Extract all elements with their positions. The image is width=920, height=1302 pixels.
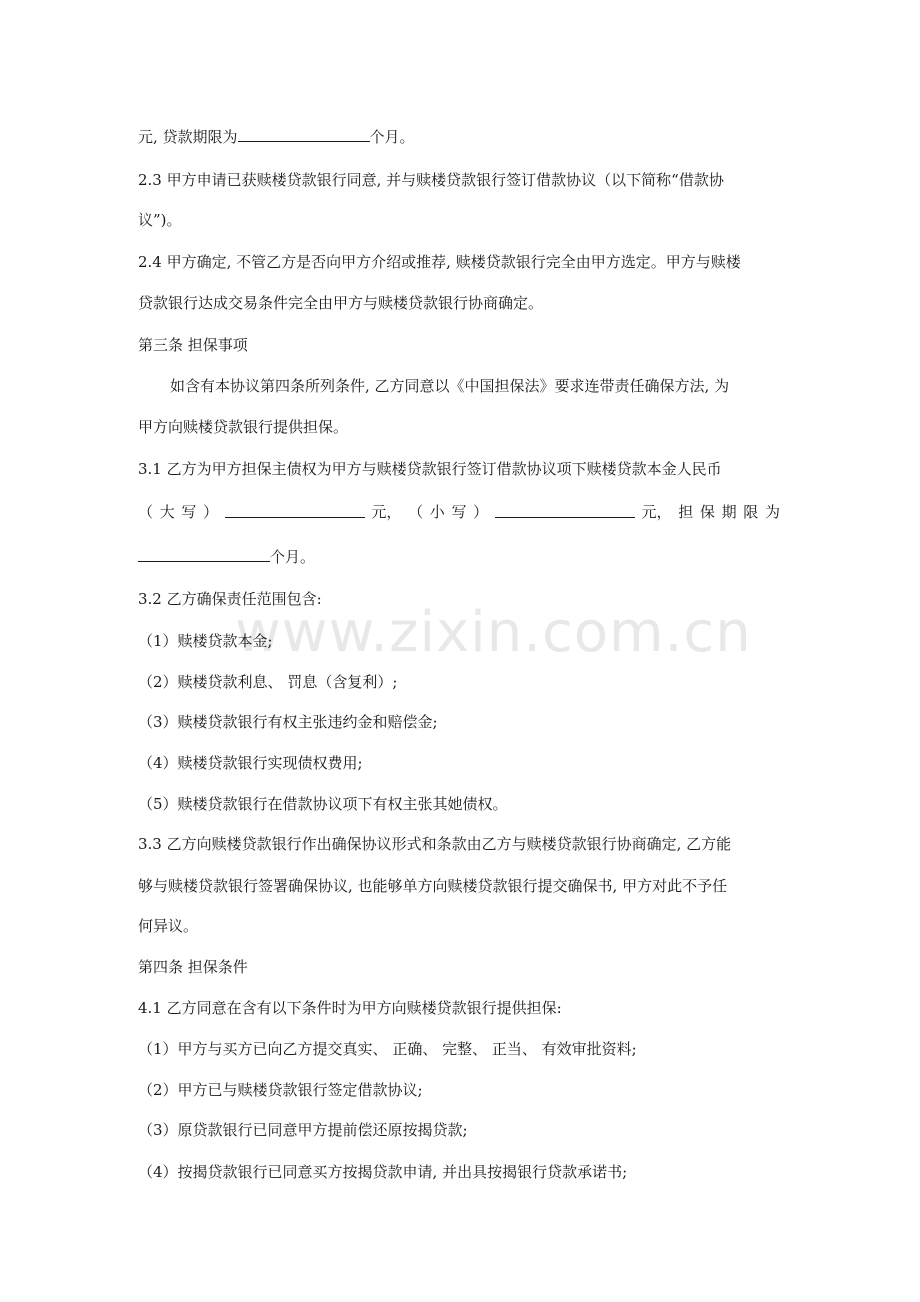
text-line: 4.1 乙方同意在含有以下条件时为甲方向赎楼贷款银行提供担保: (138, 999, 562, 1017)
text-segment: （ (408, 503, 424, 521)
text-segment: 写 (451, 503, 467, 521)
text-segment: ） (203, 503, 219, 521)
amount-lower-blank (495, 502, 635, 518)
list-item: （2）赎楼贷款利息、 罚息（含复利）; (138, 673, 398, 691)
list-item: （4）赎楼贷款银行实现债权费用; (138, 754, 363, 772)
term-blank (138, 546, 270, 562)
amount-upper-blank (225, 502, 365, 518)
text-line: 贷款银行达成交易条件完全由甲方与赎楼贷款银行协商确定。 (138, 294, 544, 312)
text-segment: 保 (699, 503, 715, 521)
text-line: 3.2 乙方确保责任范围包含: (138, 590, 322, 608)
text-segment: ） (473, 503, 489, 521)
text-line: 够与赎楼贷款银行签署确保协议, 也能够单方向赎楼贷款银行提交确保书, 甲方对此不予任 (138, 877, 728, 895)
text-line: 议”)。 (138, 211, 182, 229)
text-segment: 个月。 (369, 128, 415, 146)
text-line: 如含有本协议第四条所列条件, 乙方同意以《中国担保法》要求连带责任确保方法, 为 (170, 377, 730, 395)
text-line: 何异议。 (138, 917, 199, 935)
list-item: （5）赎楼贷款银行在借款协议项下有权主张其她债权。 (138, 795, 508, 813)
text-segment: 个月。 (270, 548, 316, 566)
amount-line (138, 502, 780, 522)
text-line: 3.3 乙方向赎楼贷款银行作出确保协议形式和条款由乙方与赎楼贷款银行协商确定, 乙方能 (138, 835, 732, 853)
text-segment: 大 (159, 503, 175, 521)
list-item: （4）按揭贷款银行已同意买方按揭贷款申请, 并出具按揭银行贷款承诺书; (138, 1163, 628, 1181)
text-line: 3.1 乙方为甲方担保主债权为甲方与赎楼贷款银行签订借款协议项下赎楼贷款本金人民币 (138, 460, 722, 478)
watermark: www.zixin.com.cn (235, 600, 752, 665)
list-item: （1）赎楼贷款本金; (138, 632, 273, 650)
text-segment: 为 (764, 503, 780, 521)
text-segment: 元, 贷款期限为 (138, 128, 238, 146)
text-segment: 小 (429, 503, 445, 521)
list-item: （1）甲方与买方已向乙方提交真实、 正确、 完整、 正当、 有效审批资料; (138, 1040, 637, 1058)
text-line: 甲方向赎楼贷款银行提供担保。 (138, 418, 349, 436)
text-segment: 元， (641, 503, 672, 521)
list-item: （3）原贷款银行已同意甲方提前偿还原按揭贷款; (138, 1121, 468, 1139)
text-segment: 期 (721, 503, 737, 521)
text-segment: 担 (678, 503, 694, 521)
section-heading: 第四条 担保条件 (138, 958, 248, 976)
text-line (138, 126, 415, 146)
text-segment: 元， (371, 503, 402, 521)
list-item: （2）甲方已与赎楼贷款银行签定借款协议; (138, 1081, 423, 1099)
text-line: 2.3 甲方申请已获赎楼贷款银行同意, 并与赎楼贷款银行签订借款协议（以下简称“借款协 (138, 171, 724, 189)
text-line (138, 546, 315, 566)
fill-blank (238, 126, 370, 142)
section-heading: 第三条 担保事项 (138, 336, 248, 354)
text-segment: 限 (743, 503, 759, 521)
text-segment: （ (138, 503, 154, 521)
text-segment: 写 (181, 503, 197, 521)
list-item: （3）赎楼贷款银行有权主张违约金和赔偿金; (138, 713, 438, 731)
text-line: 2.4 甲方确定, 不管乙方是否向甲方介绍或推荐, 赎楼贷款银行完全由甲方选定。甲方与赎楼 (138, 253, 741, 271)
